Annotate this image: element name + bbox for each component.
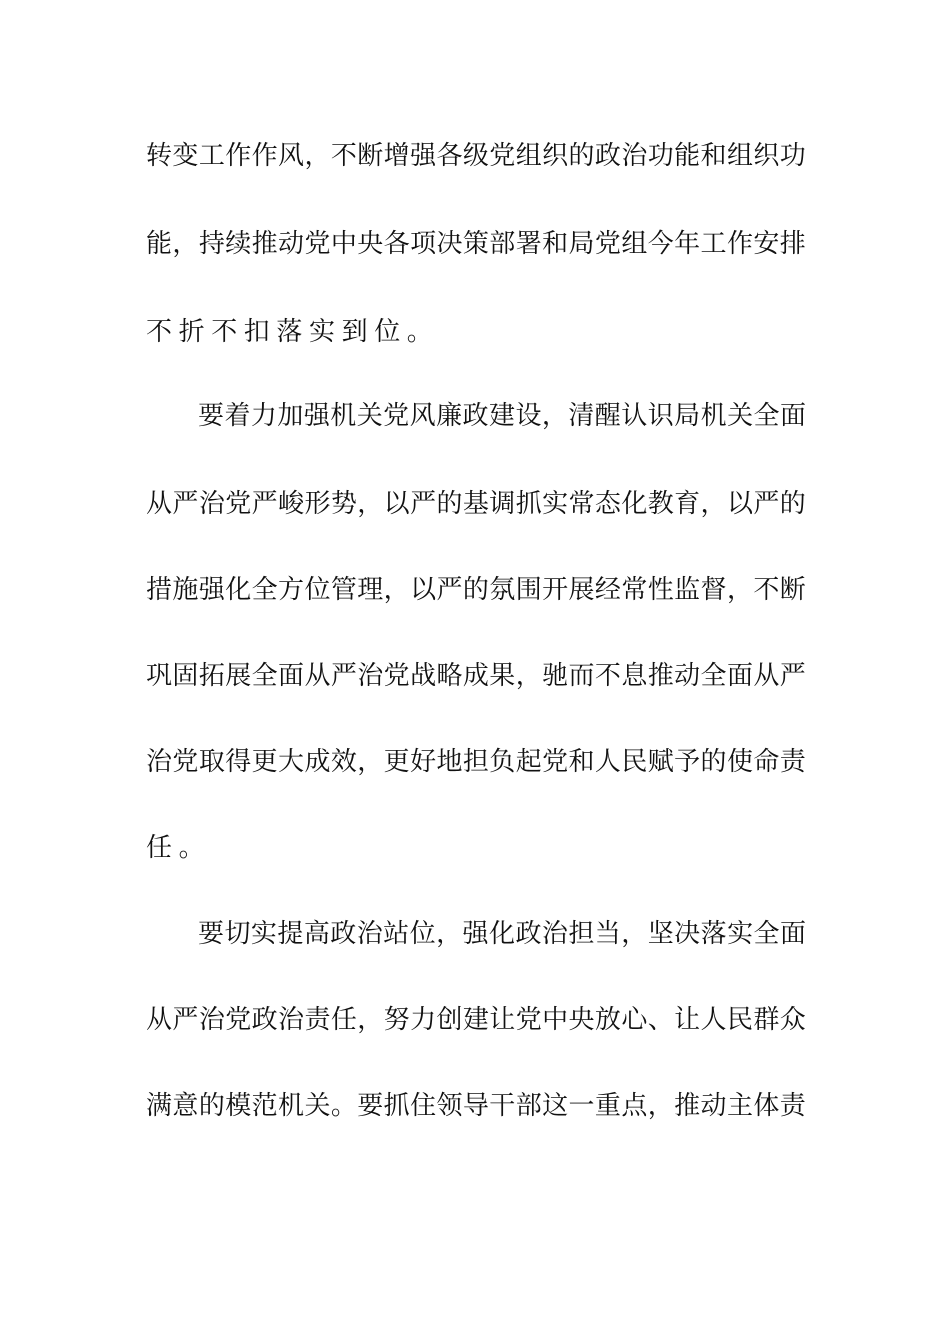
text-line: 满 意 的 模 范 机 关 。 要 抓 住 领 导 干 部 这 一 重 点 ， 推 动 主 体 责 xyxy=(146,1091,806,1121)
text-line: 巩 固 拓 展 全 面 从 严 治 党 战 略 成 果 ， 驰 而 不 息 推 动 全 面 从 严 xyxy=(146,661,806,691)
text-line: 要 切 实 提 高 政 治 站 位 ， 强 化 政 治 担 当 ， 坚 决 落 实 全 面 xyxy=(198,919,806,949)
text-line: 从 严 治 党 严 峻 形 势 ， 以 严 的 基 调 抓 实 常 态 化 教 育 ， 以 严 的 xyxy=(146,489,806,519)
text-line: 不折不扣落实到位。 xyxy=(146,317,440,347)
text-line: 治 党 取 得 更 大 成 效 ， 更 好 地 担 负 起 党 和 人 民 赋 予 的 使 命 责 xyxy=(146,747,806,777)
text-line: 任。 xyxy=(146,833,212,863)
text-line: 措 施 强 化 全 方 位 管 理 ， 以 严 的 氛 围 开 展 经 常 性 监 督 ， 不 断 xyxy=(146,575,806,605)
text-line: 要 着 力 加 强 机 关 党 风 廉 政 建 设 ， 清 醒 认 识 局 机 关 全 面 xyxy=(198,401,806,431)
text-line: 从 严 治 党 政 治 责 任 ， 努 力 创 建 让 党 中 央 放 心 、 让 人 民 群 众 xyxy=(146,1005,806,1035)
text-line: 能 ， 持 续 推 动 党 中 央 各 项 决 策 部 署 和 局 党 组 今 年 工 作 安 排 xyxy=(146,229,806,259)
text-line: 转 变 工 作 作 风 ， 不 断 增 强 各 级 党 组 织 的 政 治 功 能 和 组 织 功 xyxy=(146,141,806,171)
